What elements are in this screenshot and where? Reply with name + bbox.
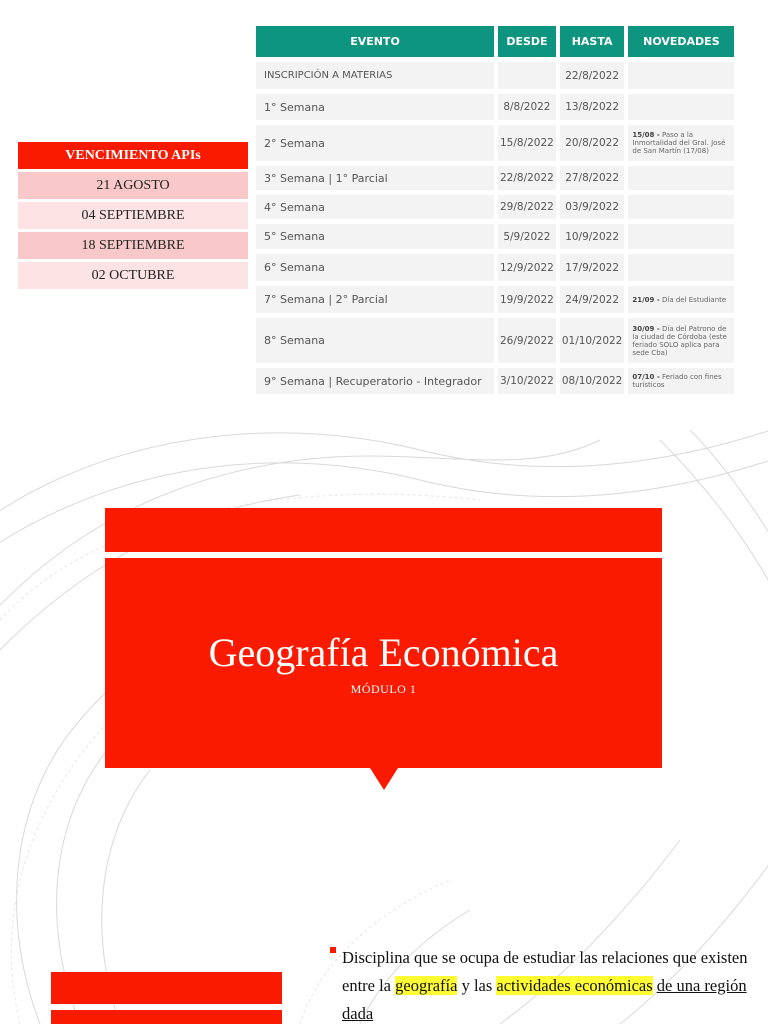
- calendar-slide: [0, 0, 768, 420]
- calendar-row: [256, 368, 734, 394]
- academic-calendar-table: [252, 21, 738, 399]
- bullet-square-icon: [330, 947, 336, 953]
- news-cell: [628, 62, 734, 89]
- event-cell: 4° Semana: [256, 195, 494, 219]
- news-cell: [628, 224, 734, 249]
- header-evento: EVENTO: [256, 26, 494, 57]
- event-cell: 1° Semana: [256, 94, 494, 120]
- header-hasta: HASTA: [560, 26, 625, 57]
- calendar-row: [256, 62, 734, 89]
- news-cell: [628, 318, 734, 363]
- news-date: 15/08 -: [632, 131, 660, 139]
- highlight-actividades: actividades económicas: [496, 976, 653, 995]
- underlined-region: de una región dada: [342, 976, 747, 1023]
- news-cell: [628, 254, 734, 281]
- slide-title: Geografía Económica: [208, 630, 559, 675]
- to-cell: 27/8/2022: [560, 166, 625, 190]
- to-cell: 24/9/2022: [560, 286, 625, 313]
- event-cell: 7° Semana | 2° Parcial: [256, 286, 494, 313]
- event-cell: INSCRIPCIÓN A MATERIAS: [256, 62, 494, 89]
- to-cell: 10/9/2022: [560, 224, 625, 249]
- to-cell: 08/10/2022: [560, 368, 625, 394]
- title-slide: [0, 420, 768, 1024]
- news-cell: [628, 368, 734, 394]
- header-novedades: NOVEDADES: [628, 26, 734, 57]
- event-cell: 6° Semana: [256, 254, 494, 281]
- apis-date: 04 SEPTIEMBRE: [18, 201, 248, 231]
- apis-date: 02 OCTUBRE: [18, 261, 248, 291]
- to-cell: 22/8/2022: [560, 62, 625, 89]
- header-desde: DESDE: [498, 26, 556, 57]
- to-cell: 03/9/2022: [560, 195, 625, 219]
- content-header-band: [51, 972, 282, 1004]
- apis-header: VENCIMIENTO APIs: [18, 142, 248, 171]
- definition-text: [330, 944, 750, 1024]
- title-pointer-triangle: [370, 768, 398, 790]
- news-date: 30/09 -: [632, 324, 660, 333]
- to-cell: 17/9/2022: [560, 254, 625, 281]
- calendar-row: [256, 94, 734, 120]
- news-cell: [628, 286, 734, 313]
- from-cell: 22/8/2022: [498, 166, 556, 190]
- calendar-row: [256, 125, 734, 161]
- highlight-geografia: geografía: [395, 976, 458, 995]
- from-cell: 19/9/2022: [498, 286, 556, 313]
- news-cell: [628, 166, 734, 190]
- definition-part: Disciplina que se ocupa de estudiar las relaciones que existen entre la: [342, 948, 748, 995]
- to-cell: 20/8/2022: [560, 125, 625, 161]
- news-text: Día del Patrono de la ciudad de Córdoba (este feriado SOLO aplica para sede Cba): [632, 324, 727, 357]
- calendar-row: [256, 166, 734, 190]
- event-cell: 5° Semana: [256, 224, 494, 249]
- calendar-row: [256, 224, 734, 249]
- definition-bullet: [330, 944, 750, 1024]
- slide-subtitle: MÓDULO 1: [350, 682, 417, 696]
- title-box: [105, 558, 662, 768]
- from-cell: 29/8/2022: [498, 195, 556, 219]
- calendar-row: [256, 254, 734, 281]
- to-cell: 13/8/2022: [560, 94, 625, 120]
- news-cell: [628, 94, 734, 120]
- news-text: Feriado con fines turísticos: [632, 373, 722, 389]
- content-header-band-lower: [51, 1010, 282, 1024]
- news-date: 07/10 -: [632, 373, 660, 381]
- event-cell: 9° Semana | Recuperatorio - Integrador: [256, 368, 494, 394]
- from-cell: 5/9/2022: [498, 224, 556, 249]
- title-top-band: [105, 508, 662, 552]
- from-cell: 8/8/2022: [498, 94, 556, 120]
- event-cell: 3° Semana | 1° Parcial: [256, 166, 494, 190]
- to-cell: 01/10/2022: [560, 318, 625, 363]
- calendar-row: [256, 195, 734, 219]
- event-cell: 2° Semana: [256, 125, 494, 161]
- news-cell: [628, 125, 734, 161]
- calendar-header-row: [256, 26, 734, 57]
- apis-date: 21 AGOSTO: [18, 171, 248, 201]
- definition-part: y las: [457, 976, 497, 995]
- from-cell: 3/10/2022: [498, 368, 556, 394]
- from-cell: 15/8/2022: [498, 125, 556, 161]
- from-cell: 12/9/2022: [498, 254, 556, 281]
- news-date: 21/09 -: [632, 295, 660, 304]
- calendar-row: [256, 286, 734, 313]
- news-text: Paso a la Inmortalidad del Gral. José de San Martín (17/08): [632, 131, 726, 155]
- apis-date: 18 SEPTIEMBRE: [18, 231, 248, 261]
- event-cell: 8° Semana: [256, 318, 494, 363]
- from-cell: 26/9/2022: [498, 318, 556, 363]
- news-text: Día del Estudiante: [659, 295, 727, 304]
- from-cell: [498, 62, 556, 89]
- news-cell: [628, 195, 734, 219]
- calendar-row: [256, 318, 734, 363]
- apis-deadline-table: [18, 142, 248, 292]
